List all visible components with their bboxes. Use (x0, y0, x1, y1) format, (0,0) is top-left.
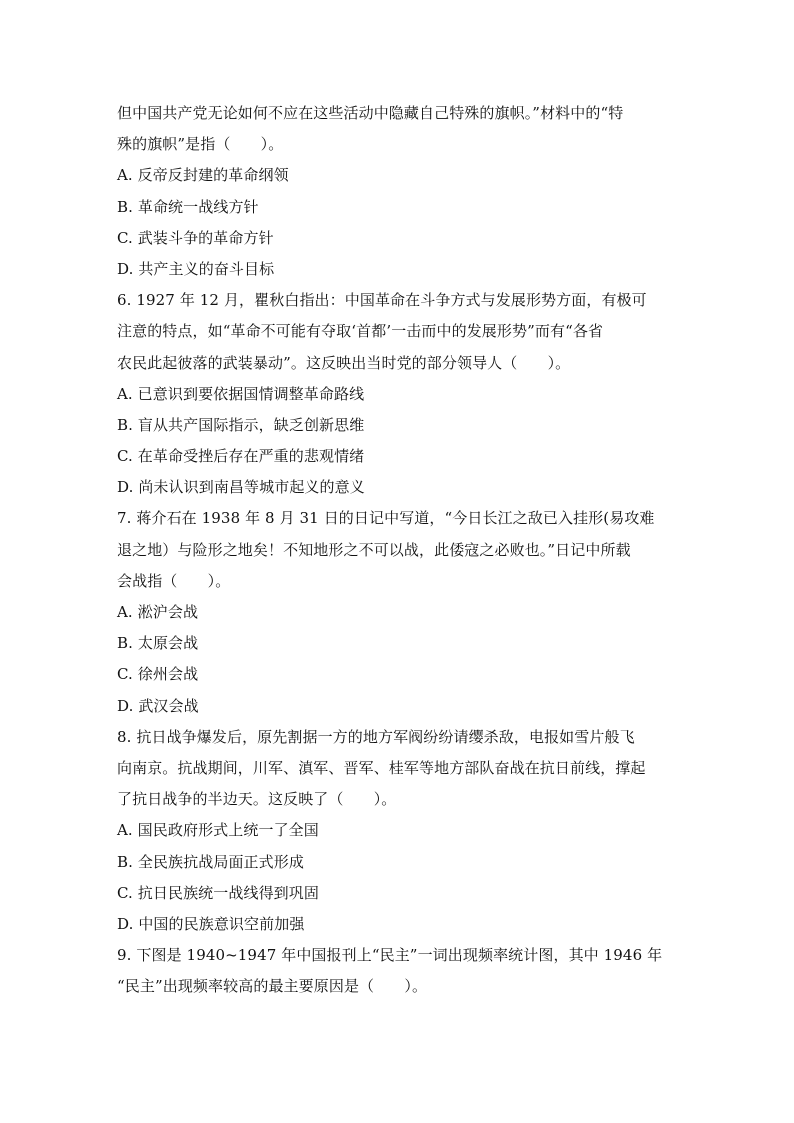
text-line: 了抗日战争的半边天。这反映了（ ）。 (117, 790, 397, 809)
question-6-line: 6. 1927 年 12 月，瞿秋白指出：中国革命在斗争方式与发展形势方面，有极可 (117, 291, 647, 310)
text-line: 注意的特点，如“革命不可能有夺取‘首都’一击而中的发展形势”而有“各省 (117, 322, 604, 341)
question-8-line: 8. 抗日战争爆发后，原先割据一方的地方军阀纷纷请缨杀敌，电报如雪片般飞 (117, 727, 635, 746)
text-line: 向南京。抗战期间，川军、滇军、晋军、桂军等地方部队奋战在抗日前线，撑起 (117, 758, 646, 777)
option-line: B. 太原会战 (117, 634, 199, 653)
option-line: C. 徐州会战 (117, 665, 199, 684)
option-line: D. 尚未认识到南昌等城市起义的意义 (117, 478, 365, 497)
question-7-line: 7. 蒋介石在 1938 年 8 月 31 日的日记中写道，“今日长江之敌已入挂形(易攻难 (117, 509, 655, 528)
exam-page (117, 98, 682, 1002)
option-line: C. 在革命受挫后存在严重的悲观情绪 (117, 447, 365, 466)
question-9-line: 9. 下图是 1940~1947 年中国报刊上“民主”一词出现频率统计图，其中 1946 年 (117, 946, 663, 965)
text-line: 会战指（ ）。 (117, 571, 231, 590)
option-line: A. 国民政府形式上统一了全国 (117, 821, 319, 840)
option-line: A. 反帝反封建的革命纲领 (117, 166, 289, 185)
option-line: C. 武装斗争的革命方针 (117, 228, 274, 247)
option-line: D. 共产主义的奋斗目标 (117, 259, 275, 278)
option-line: B. 全民族抗战局面正式形成 (117, 852, 304, 871)
option-line: A. 已意识到要依据国情调整革命路线 (117, 384, 365, 403)
option-line: A. 淞沪会战 (117, 603, 199, 621)
text-line: “民主”出现频率较高的最主要原因是（ ）。 (117, 977, 428, 996)
text-line: 退之地）与险形之地矣！不知地形之不可以战，此倭寇之必败也。”日记中所载 (117, 540, 631, 559)
text-line: 农民此起彼落的武装暴动”。这反映出当时党的部分领导人（ ）。 (117, 353, 571, 372)
option-line: D. 中国的民族意识空前加强 (117, 914, 305, 933)
option-line: B. 革命统一战线方针 (117, 197, 259, 216)
option-line: C. 抗日民族统一战线得到巩固 (117, 883, 319, 902)
option-line: B. 盲从共产国际指示，缺乏创新思维 (117, 415, 365, 434)
text-line: 但中国共产党无论如何不应在这些活动中隐藏自己特殊的旗帜。”材料中的“特 (117, 104, 624, 122)
option-line: D. 武汉会战 (117, 696, 199, 715)
text-line: 殊的旗帜”是指（ ）。 (117, 135, 284, 154)
